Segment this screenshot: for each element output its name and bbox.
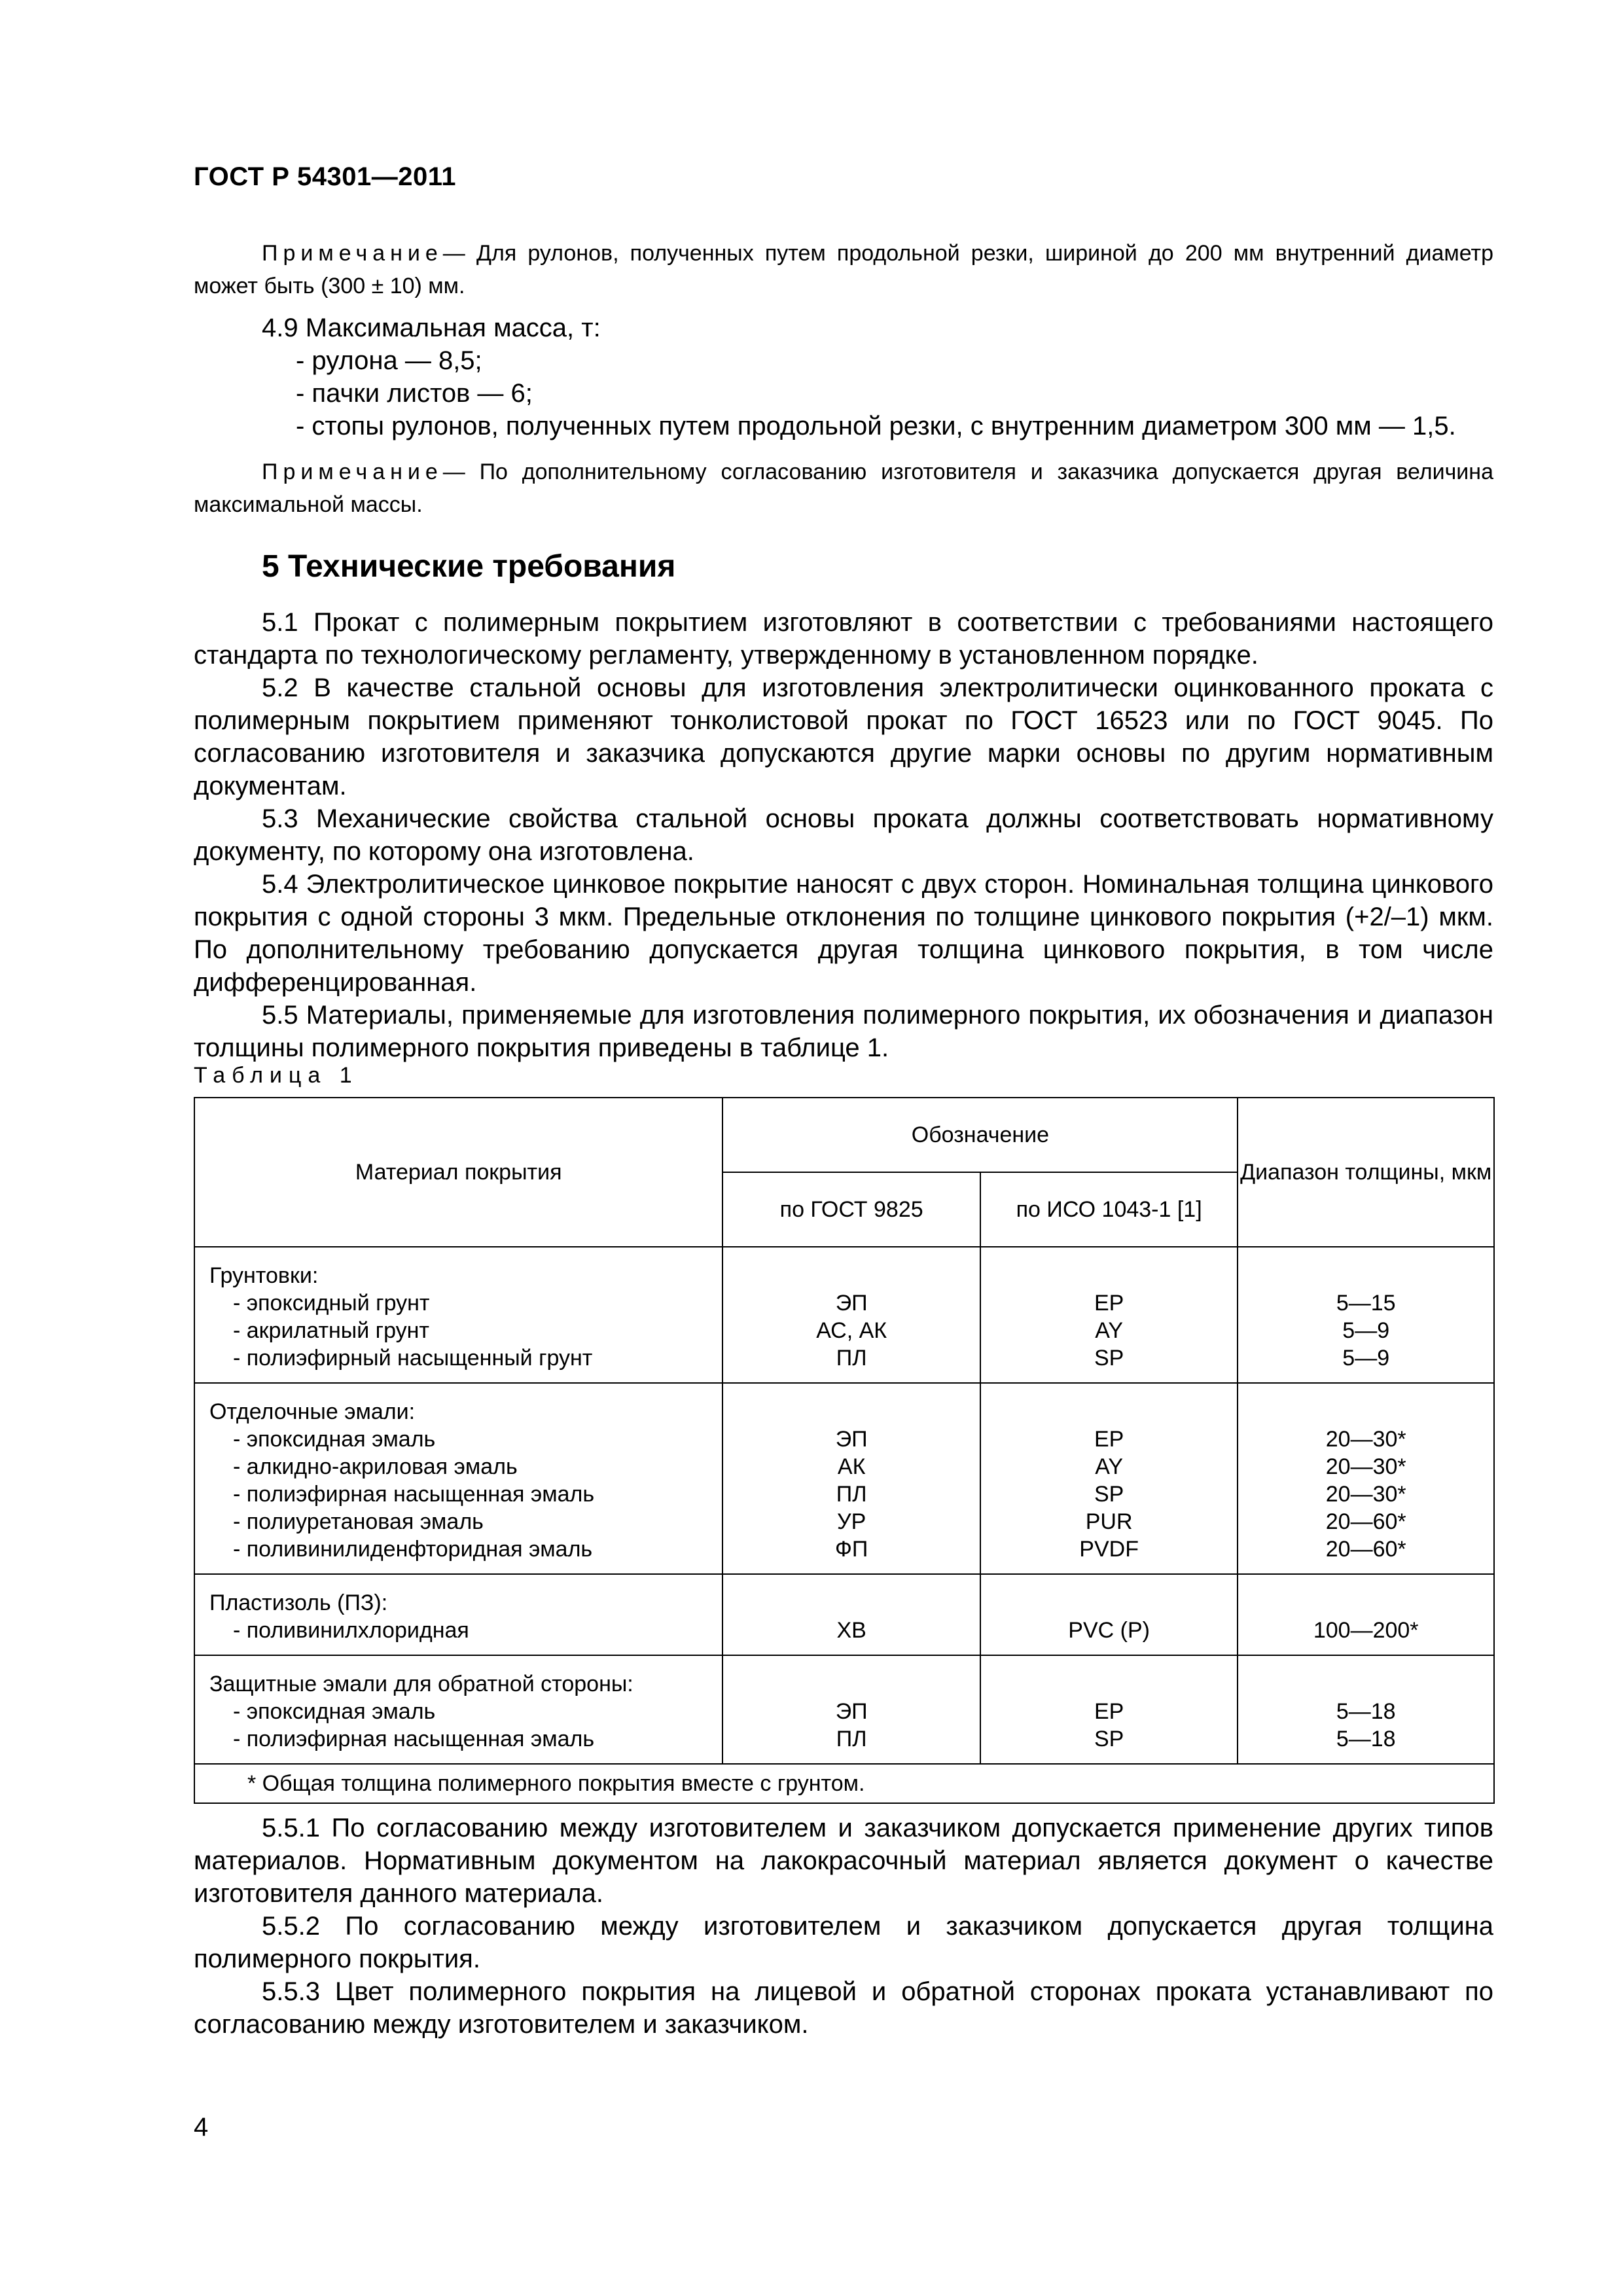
header-designation: Обозначение (722, 1098, 1238, 1172)
doc-code-header: ГОСТ Р 54301—2011 (194, 162, 456, 191)
header-range: Диапазон толщины, мкм (1238, 1098, 1494, 1247)
iso-code: AY (1095, 1454, 1124, 1479)
gost-code: ЭП (835, 1291, 868, 1316)
material-name: - эпоксидная эмаль (233, 1699, 436, 1724)
thickness-range: 20—30* (1325, 1482, 1406, 1507)
iso-code: SP (1094, 1482, 1124, 1507)
section-5-body (194, 606, 1493, 1064)
table-footnote-row (194, 1764, 1494, 1803)
gost-code: ПЛ (836, 1482, 867, 1507)
list-item: - рулона — 8,5; (296, 346, 482, 375)
material-name: - полиэфирная насыщенная эмаль (233, 1727, 595, 1751)
iso-code: PVC (P) (1068, 1618, 1150, 1643)
clauses-5-5-x (194, 1812, 1493, 2041)
thickness-range: 5—9 (1342, 1346, 1390, 1371)
iso-code: SP (1094, 1727, 1124, 1751)
header-material: Материал покрытия (194, 1098, 722, 1247)
material-name: - эпоксидный грунт (233, 1291, 430, 1316)
clause-5-2: 5.2 В качестве стальной основы для изготовления электролитически оцинкованного проката с полимерным покрытием применяют тонколистовой прокат по ГОСТ 16523 или по ГОСТ 9045. По согласованию изготовителя и заказчика допускаются другие марки основы по другим нормативным документам. (194, 673, 1493, 800)
material-name: - полиэфирный насыщенный грунт (233, 1346, 593, 1371)
list-item: - пачки листов — 6; (296, 379, 533, 408)
gost-code: ПЛ (836, 1346, 867, 1371)
gost-code: АК (837, 1454, 866, 1479)
material-name: - полиэфирная насыщенная эмаль (233, 1482, 595, 1507)
note-text: — Для рулонов, полученных путем продольной резки, шириной до 200 мм внутренний диаметр может быть (300 ± 10) мм. (194, 241, 1493, 298)
group-title: Пластизоль (ПЗ): (209, 1590, 388, 1615)
thickness-range: 20—60* (1325, 1509, 1406, 1534)
group-title: Защитные эмали для обратной стороны: (209, 1672, 633, 1696)
material-name: - поливинилиденфторидная эмаль (233, 1537, 593, 1562)
clause-4-9-intro: 4.9 Максимальная масса, т: (262, 314, 601, 342)
thickness-range: 100—200* (1313, 1618, 1419, 1643)
iso-code: EP (1094, 1699, 1124, 1724)
thickness-range: 5—15 (1336, 1291, 1396, 1316)
iso-code: SP (1094, 1346, 1124, 1371)
note-label: Примечание (262, 241, 443, 266)
header-gost: по ГОСТ 9825 (722, 1172, 980, 1247)
note-label: Примечание (262, 459, 443, 484)
thickness-range: 20—30* (1325, 1427, 1406, 1452)
group-title: Отделочные эмали: (209, 1399, 416, 1424)
thickness-range: 20—60* (1325, 1537, 1406, 1562)
thickness-range: 20—30* (1325, 1454, 1406, 1479)
table-footnote: * Общая толщина полимерного покрытия вместе с грунтом. (194, 1764, 1494, 1803)
gost-code: ФП (835, 1537, 868, 1562)
clause-4-9-list (194, 344, 1493, 442)
clause-5-3: 5.3 Механические свойства стальной основы проката должны соответствовать нормативному документу, по которому она изготовлена. (194, 804, 1493, 866)
page-number: 4 (194, 2113, 209, 2142)
clause-5-5-2: 5.5.2 По согласованию между изготовителем и заказчиком допускается другая толщина полимерного покрытия. (194, 1912, 1493, 1973)
gost-code: ХВ (836, 1618, 866, 1643)
thickness-range: 5—18 (1336, 1699, 1396, 1724)
clause-5-1: 5.1 Прокат с полимерным покрытием изготовляют в соответствии с требованиями настоящего стандарта по технологическому регламенту, утвержденному в установленном порядке. (194, 608, 1493, 670)
table-row-group (194, 1655, 1494, 1764)
note-text: — По дополнительному согласованию изготовителя и заказчика допускается другая величина максимальной массы. (194, 459, 1493, 517)
clause-5-5-3: 5.5.3 Цвет полимерного покрытия на лицевой и обратной сторонах проката устанавливают по согласованию между изготовителем и заказчиком. (194, 1977, 1493, 2039)
clause-5-5: 5.5 Материалы, применяемые для изготовления полимерного покрытия, их обозначения и диапазон толщины полимерного покрытия приведены в таблице 1. (194, 1001, 1493, 1062)
material-name: - эпоксидная эмаль (233, 1427, 436, 1452)
iso-code: PUR (1085, 1509, 1133, 1534)
thickness-range: 5—9 (1342, 1318, 1390, 1343)
note-max-mass (194, 456, 1493, 521)
table-row-group (194, 1383, 1494, 1574)
iso-code: PVDF (1079, 1537, 1139, 1562)
material-name: - алкидно-акриловая эмаль (233, 1454, 518, 1479)
materials-table (194, 1097, 1495, 1804)
table-row-group (194, 1247, 1494, 1383)
thickness-range: 5—18 (1336, 1727, 1396, 1751)
list-item: - стопы рулонов, полученных путем продольной резки, с внутренним диаметром 300 мм — 1,5. (296, 412, 1456, 440)
gost-code: ПЛ (836, 1727, 867, 1751)
iso-code: EP (1094, 1291, 1124, 1316)
group-title: Грунтовки: (209, 1263, 319, 1288)
gost-code: АС, АК (816, 1318, 887, 1343)
table-caption: Таблица 1 (194, 1063, 359, 1088)
clause-4-9 (194, 312, 1493, 442)
material-name: - полиуретановая эмаль (233, 1509, 484, 1534)
header-iso: по ИСО 1043-1 [1] (980, 1172, 1238, 1247)
iso-code: AY (1095, 1318, 1124, 1343)
gost-code: ЭП (835, 1427, 868, 1452)
material-name: - акрилатный грунт (233, 1318, 429, 1343)
table-row-group (194, 1574, 1494, 1655)
note-rolls-diameter (194, 237, 1493, 302)
section-5 (194, 547, 1493, 586)
clause-5-4: 5.4 Электролитическое цинковое покрытие наносят с двух сторон. Номинальная толщина цинкового покрытия с одной стороны 3 мкм. Предельные отклонения по толщине цинкового покрытия (+2/–1) мкм. По дополнительному требованию допускается другая толщина цинкового покрытия, в том числе дифференцированная. (194, 870, 1493, 997)
iso-code: EP (1094, 1427, 1124, 1452)
section-title: 5 Технические требования (262, 549, 676, 584)
clause-5-5-1: 5.5.1 По согласованию между изготовителем и заказчиком допускается применение других типов материалов. Нормативным документом на лакокрасочный материал является документ о качестве изготовителя данного материала. (194, 1814, 1493, 1908)
material-name: - поливинилхлоридная (233, 1618, 469, 1643)
gost-code: УР (837, 1509, 866, 1534)
gost-code: ЭП (835, 1699, 868, 1724)
